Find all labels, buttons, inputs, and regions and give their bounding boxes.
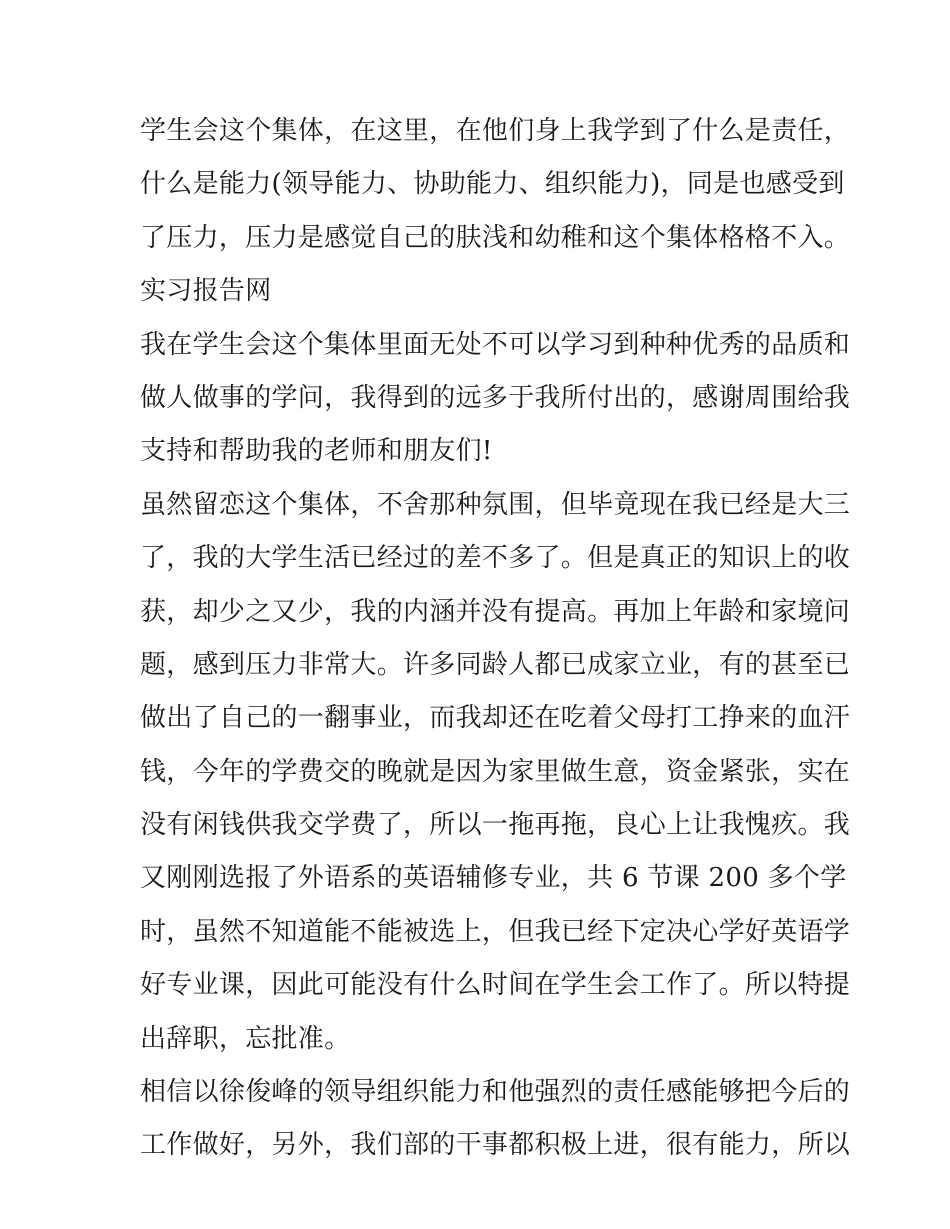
text-line: 相信以徐俊峰的领导组织能力和他强烈的责任感能够把今后的: [140, 1077, 851, 1108]
text-line: 了，我的大学生活已经过的差不多了。但是真正的知识上的收: [140, 543, 851, 574]
text-line: 出辞职，忘批准。: [140, 1023, 351, 1054]
text-line: 获，却少之又少，我的内涵并没有提高。再加上年龄和家境问: [140, 596, 851, 627]
text-line: 没有闲钱供我交学费了，所以一拖再拖，良心上让我愧疚。我: [140, 810, 851, 841]
text-line: 好专业课，因此可能没有什么时间在学生会工作了。所以特提: [140, 970, 851, 1001]
text-line: 工作做好，另外，我们部的干事都积极上进，很有能力，所以: [140, 1130, 851, 1161]
text-line: 了压力，压力是感觉自己的肤浅和幼稚和这个集体格格不入。: [140, 222, 851, 253]
text-line: 我在学生会这个集体里面无处不可以学习到种种优秀的品质和: [140, 329, 851, 360]
text-line: 钱，今年的学费交的晚就是因为家里做生意，资金紧张，实在: [140, 756, 851, 787]
text-line: 时，虽然不知道能不能被选上，但我已经下定决心学好英语学: [140, 916, 851, 947]
text-line: 虽然留恋这个集体，不舍那种氛围，但毕竟现在我已经是大三: [140, 489, 851, 520]
text-line: 做人做事的学问，我得到的远多于我所付出的，感谢周围给我: [140, 382, 851, 413]
text-line: 实习报告网: [140, 276, 272, 307]
text-line: 又刚刚选报了外语系的英语辅修专业，共 6 节课 200 多个学: [140, 863, 847, 894]
text-line: 什么是能力(领导能力、协助能力、组织能力)，同是也感受到: [140, 169, 845, 200]
text-line: 题，感到压力非常大。许多同龄人都已成家立业，有的甚至已: [140, 649, 851, 680]
body-text: [140, 110, 851, 1178]
text-line: 学生会这个集体，在这里，在他们身上我学到了什么是责任，: [140, 116, 851, 146]
text-line: 支持和帮助我的老师和朋友们!: [140, 436, 493, 467]
text-line: 做出了自己的一翻事业，而我却还在吃着父母打工挣来的血汗: [140, 703, 851, 734]
